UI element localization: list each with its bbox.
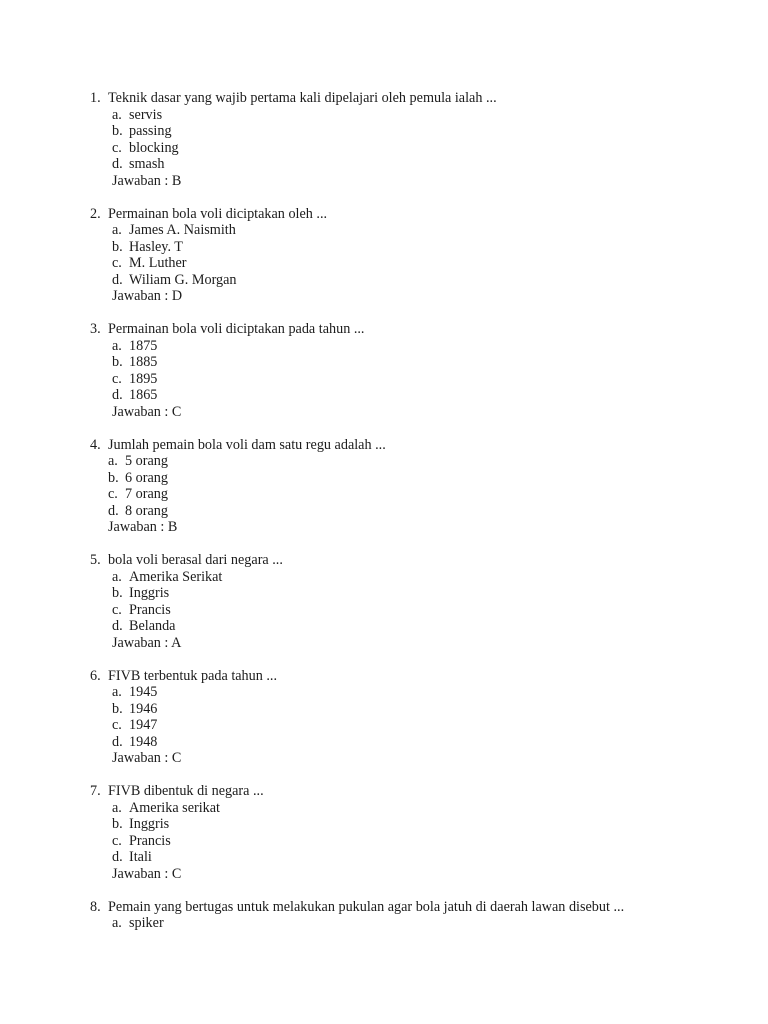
option-letter: c. — [108, 486, 118, 502]
option-text: 5 orang — [125, 453, 168, 469]
option-letter: b. — [112, 585, 123, 601]
option-a — [0, 222, 768, 239]
answer-text: Jawaban : C — [112, 750, 182, 766]
answer-text: Jawaban : B — [112, 172, 182, 189]
option-d — [0, 272, 768, 289]
option-text: M. Luther — [129, 255, 187, 271]
option-a — [0, 338, 768, 355]
option-letter: d. — [112, 156, 123, 172]
question-line — [0, 321, 768, 338]
question-number: 5. — [90, 552, 101, 568]
option-letter: a. — [108, 453, 118, 469]
option-a — [0, 915, 768, 932]
answer-text: Jawaban : B — [108, 519, 178, 535]
option-c — [0, 140, 768, 157]
option-c — [0, 255, 768, 272]
option-letter: c. — [112, 601, 122, 618]
question-number: 2. — [90, 205, 101, 222]
option-text: Prancis — [129, 601, 171, 618]
option-letter: a. — [112, 106, 122, 123]
answer-line — [0, 288, 768, 305]
question-number: 4. — [90, 436, 101, 453]
option-text: Hasley. T — [129, 238, 183, 255]
question-1 — [0, 90, 768, 189]
option-a — [0, 453, 768, 470]
question-text: Pemain yang bertugas untuk melakukan pukulan agar bola jatuh di daerah lawan disebut ... — [108, 898, 625, 915]
option-letter: a. — [112, 568, 122, 585]
question-line — [0, 552, 768, 569]
question-3 — [0, 321, 768, 420]
option-letter: d. — [108, 502, 119, 519]
option-text: Prancis — [129, 832, 171, 849]
option-letter: d. — [112, 733, 123, 750]
question-7 — [0, 783, 768, 882]
question-number: 8. — [90, 898, 101, 915]
question-text: Permainan bola voli diciptakan oleh ... — [108, 205, 328, 222]
option-c — [0, 833, 768, 850]
answer-line — [0, 404, 768, 421]
option-text: 1946 — [129, 700, 158, 717]
answer-text: Jawaban : C — [112, 403, 182, 420]
option-b — [0, 123, 768, 140]
answer-line — [0, 173, 768, 190]
option-text: 8 orang — [125, 502, 168, 519]
option-b — [0, 585, 768, 602]
option-c — [0, 486, 768, 503]
option-text: 1948 — [129, 733, 158, 750]
option-a — [0, 684, 768, 701]
option-text: servis — [129, 106, 163, 123]
option-text: Amerika serikat — [129, 799, 220, 816]
option-text: blocking — [129, 139, 179, 156]
document-page — [0, 90, 768, 948]
answer-line — [0, 750, 768, 767]
answer-text: Jawaban : C — [112, 865, 182, 882]
option-text: Inggris — [129, 585, 170, 601]
option-a — [0, 107, 768, 124]
option-text: 1875 — [129, 337, 158, 354]
option-letter: d. — [112, 387, 123, 403]
option-text: passing — [129, 123, 172, 139]
answer-line — [0, 866, 768, 883]
option-letter: d. — [112, 849, 123, 865]
option-text: James A. Naismith — [129, 222, 236, 238]
question-text: Jumlah pemain bola voli dam satu regu adalah ... — [108, 436, 386, 453]
question-line — [0, 437, 768, 454]
option-letter: a. — [112, 684, 122, 700]
option-b — [0, 354, 768, 371]
question-line — [0, 90, 768, 107]
option-letter: c. — [112, 717, 122, 733]
option-letter: c. — [112, 832, 122, 849]
option-letter: b. — [112, 354, 123, 370]
option-letter: a. — [112, 915, 122, 931]
option-b — [0, 239, 768, 256]
option-d — [0, 618, 768, 635]
option-letter: a. — [112, 337, 122, 354]
option-text: Amerika Serikat — [129, 568, 223, 585]
option-d — [0, 387, 768, 404]
option-letter: a. — [112, 799, 122, 816]
question-8 — [0, 899, 768, 932]
question-text: FIVB dibentuk di negara ... — [108, 783, 264, 799]
option-text: Belanda — [129, 618, 176, 634]
answer-text: Jawaban : D — [112, 288, 183, 304]
option-b — [0, 701, 768, 718]
question-number: 3. — [90, 321, 101, 337]
answer-text: Jawaban : A — [112, 634, 182, 651]
option-b — [0, 816, 768, 833]
option-letter: b. — [112, 700, 123, 717]
question-number: 6. — [90, 667, 101, 684]
option-d — [0, 849, 768, 866]
question-4 — [0, 437, 768, 536]
option-letter: c. — [112, 139, 122, 156]
option-text: 1865 — [129, 387, 158, 403]
answer-line — [0, 519, 768, 536]
option-letter: b. — [108, 469, 119, 486]
option-a — [0, 569, 768, 586]
option-text: spiker — [129, 915, 164, 931]
question-number: 1. — [90, 90, 101, 106]
question-text: FIVB terbentuk pada tahun ... — [108, 667, 278, 684]
option-d — [0, 156, 768, 173]
option-text: 6 orang — [125, 469, 168, 486]
option-c — [0, 602, 768, 619]
option-text: 1885 — [129, 354, 158, 370]
option-text: 1945 — [129, 684, 158, 700]
option-letter: c. — [112, 255, 122, 271]
question-line — [0, 206, 768, 223]
question-line — [0, 783, 768, 800]
option-text: 1947 — [129, 717, 158, 733]
option-d — [0, 734, 768, 751]
option-c — [0, 717, 768, 734]
option-d — [0, 503, 768, 520]
question-number: 7. — [90, 783, 101, 799]
option-letter: b. — [112, 238, 123, 255]
answer-line — [0, 635, 768, 652]
option-letter: d. — [112, 271, 123, 288]
question-text: bola voli berasal dari negara ... — [108, 552, 283, 568]
option-letter: b. — [112, 816, 123, 832]
question-text: Permainan bola voli diciptakan pada tahun ... — [108, 321, 365, 337]
question-line — [0, 899, 768, 916]
option-letter: d. — [112, 618, 123, 634]
option-c — [0, 371, 768, 388]
question-5 — [0, 552, 768, 651]
question-6 — [0, 668, 768, 767]
option-b — [0, 470, 768, 487]
option-a — [0, 800, 768, 817]
option-text: Inggris — [129, 816, 170, 832]
question-2 — [0, 206, 768, 305]
question-line — [0, 668, 768, 685]
option-letter: a. — [112, 222, 122, 238]
option-text: 1895 — [129, 370, 158, 387]
option-text: smash — [129, 156, 165, 172]
option-text: Wiliam G. Morgan — [129, 271, 237, 288]
option-text: Itali — [129, 849, 152, 865]
question-text: Teknik dasar yang wajib pertama kali dipelajari oleh pemula ialah ... — [108, 90, 497, 106]
option-letter: c. — [112, 370, 122, 387]
option-letter: b. — [112, 123, 123, 139]
option-text: 7 orang — [125, 486, 168, 502]
